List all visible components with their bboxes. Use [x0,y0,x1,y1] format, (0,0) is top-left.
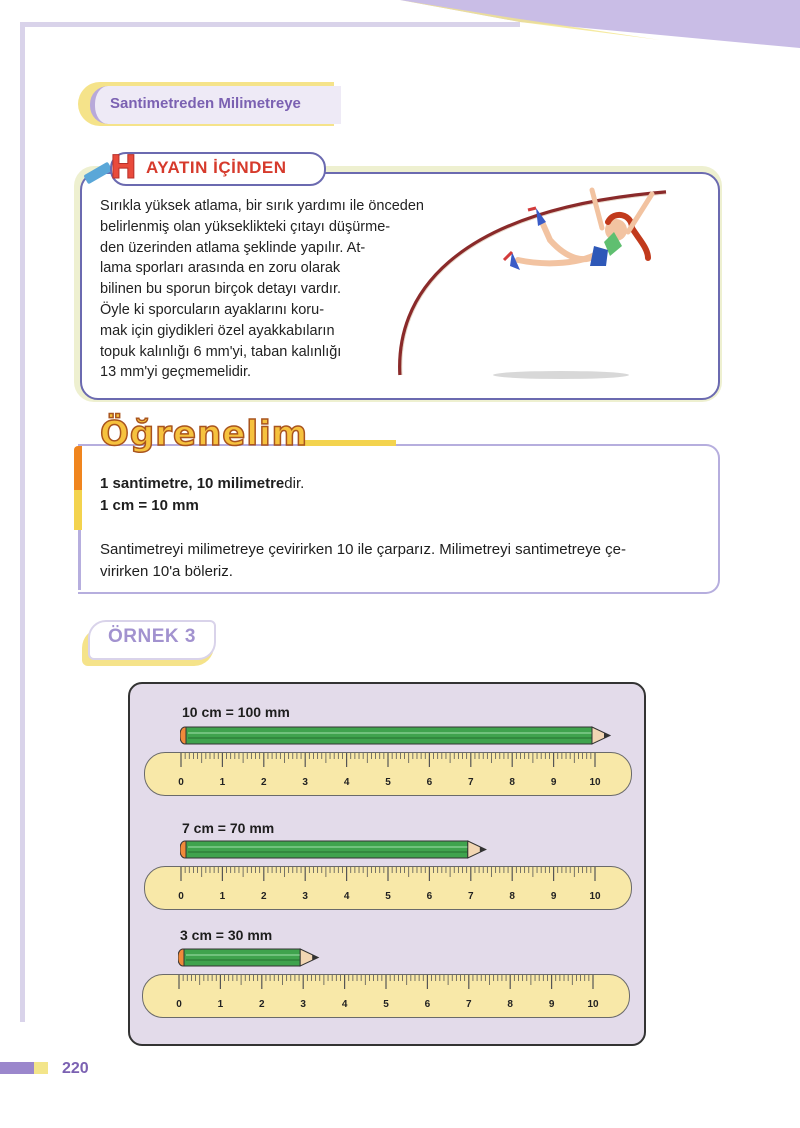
ruler-number: 0 [178,891,184,902]
ruler-ticks [143,975,629,1017]
ogrenelim-accent-line [78,530,81,590]
ruler-number: 8 [509,777,515,788]
ogrenelim-definition [100,475,304,492]
pencil-icon [178,948,332,968]
ogrenelim-accent-yellow [74,490,82,530]
ruler-number: 9 [550,777,557,788]
ruler-number: 5 [385,891,391,902]
ogrenelim-title: Öğrenelim [100,414,309,454]
ruler-number: 3 [300,999,306,1010]
ruler-ticks [145,867,631,909]
ruler-number: 9 [550,891,557,902]
ruler-number: 0 [178,777,184,788]
ruler-number: 7 [468,777,474,788]
ruler-number: 4 [343,777,350,788]
ruler-number: 5 [385,777,391,788]
ruler-number: 10 [589,777,601,788]
ogrenelim-accent-orange [74,446,82,490]
hayatin-line: Sırıkla yüksek atlama, bir sırık yardımı ile önceden [100,198,424,214]
ruler-3 [142,974,630,1018]
ruler-number: 1 [219,891,226,902]
example-title: ÖRNEK 3 [108,626,196,647]
ruler-number: 2 [261,891,267,902]
ruler-label-1: 10 cm = 100 mm [182,704,290,720]
ogrenelim-para-line: virirken 10'a böleriz. [100,563,233,580]
ruler-number: 8 [507,999,513,1010]
ruler-number: 4 [341,999,348,1010]
hayatin-badge-letter: H [110,148,137,186]
ogrenelim-para-line: Santimetreyi milimetreye çevirirken 10 ile çarparız. Milimetreyi santimetreye çe- [100,541,626,558]
ruler-number: 1 [219,777,226,788]
footer-bar-yellow [34,1062,48,1074]
ruler-number: 8 [509,891,515,902]
ruler-number: 3 [302,891,308,902]
ruler-number: 7 [466,999,472,1010]
ruler-number: 6 [426,891,433,902]
ogrenelim-equation: 1 cm = 10 mm [100,497,199,514]
footer-bar-purple [0,1062,34,1074]
ruler-number: 2 [259,999,265,1010]
ruler-number: 5 [383,999,389,1010]
ruler-2 [144,866,632,910]
ruler-number: 0 [176,999,182,1010]
pencil-icon [180,726,624,746]
pencil-icon [180,840,500,860]
ogrenelim-definition-bold: 1 santimetre, 10 milimetre [100,475,285,492]
ruler-number: 6 [424,999,431,1010]
section-title: Santimetreden Milimetreye [110,95,301,112]
hayatin-badge-title: AYATIN İÇİNDEN [146,158,287,177]
ruler-number: 1 [217,999,224,1010]
hayatin-line: topuk kalınlığı 6 mm'yi, taban kalınlığı [100,343,342,360]
pencil-7cm [180,840,500,865]
ruler-label-2: 7 cm = 70 mm [182,820,275,836]
pencil-3cm [178,948,332,973]
hayatin-line: Öyle ki sporcuların ayaklarını koru- [100,301,325,318]
ruler-number: 9 [548,999,555,1010]
ruler-number: 2 [261,777,267,788]
ruler-label-3: 3 cm = 30 mm [180,927,273,943]
ogrenelim-paragraph [100,539,710,583]
hayatin-line: 13 mm'yi geçmemelidir. [100,364,252,381]
hayatin-line: lama sporları arasında en zoru olarak [100,260,341,277]
pole-vault-illustration [386,180,676,385]
ruler-number: 6 [426,777,433,788]
pencil-10cm [180,726,624,751]
ruler-1 [144,752,632,796]
ruler-number: 7 [468,891,474,902]
ogrenelim-definition-rest: dir. [284,475,305,492]
ruler-number: 4 [343,891,350,902]
page-number: 220 [62,1060,89,1077]
ruler-number: 3 [302,777,308,788]
page-frame-left [20,22,25,1022]
ruler-ticks [145,753,631,795]
hayatin-line: mak için giydikleri özel ayakkabıların [100,322,335,339]
ogrenelim-title-underline [300,440,396,446]
ruler-number: 10 [587,999,599,1010]
top-corner-decoration [400,0,800,48]
hayatin-line: bilinen bu sporun birçok detayı vardır. [100,281,341,298]
hayatin-line: den üzerinden atlama şeklinde yapılır. At- [100,239,366,256]
ruler-number: 10 [589,891,601,902]
hayatin-line: belirlenmiş olan yükseklikteki çıtayı düşürme- [100,218,391,235]
